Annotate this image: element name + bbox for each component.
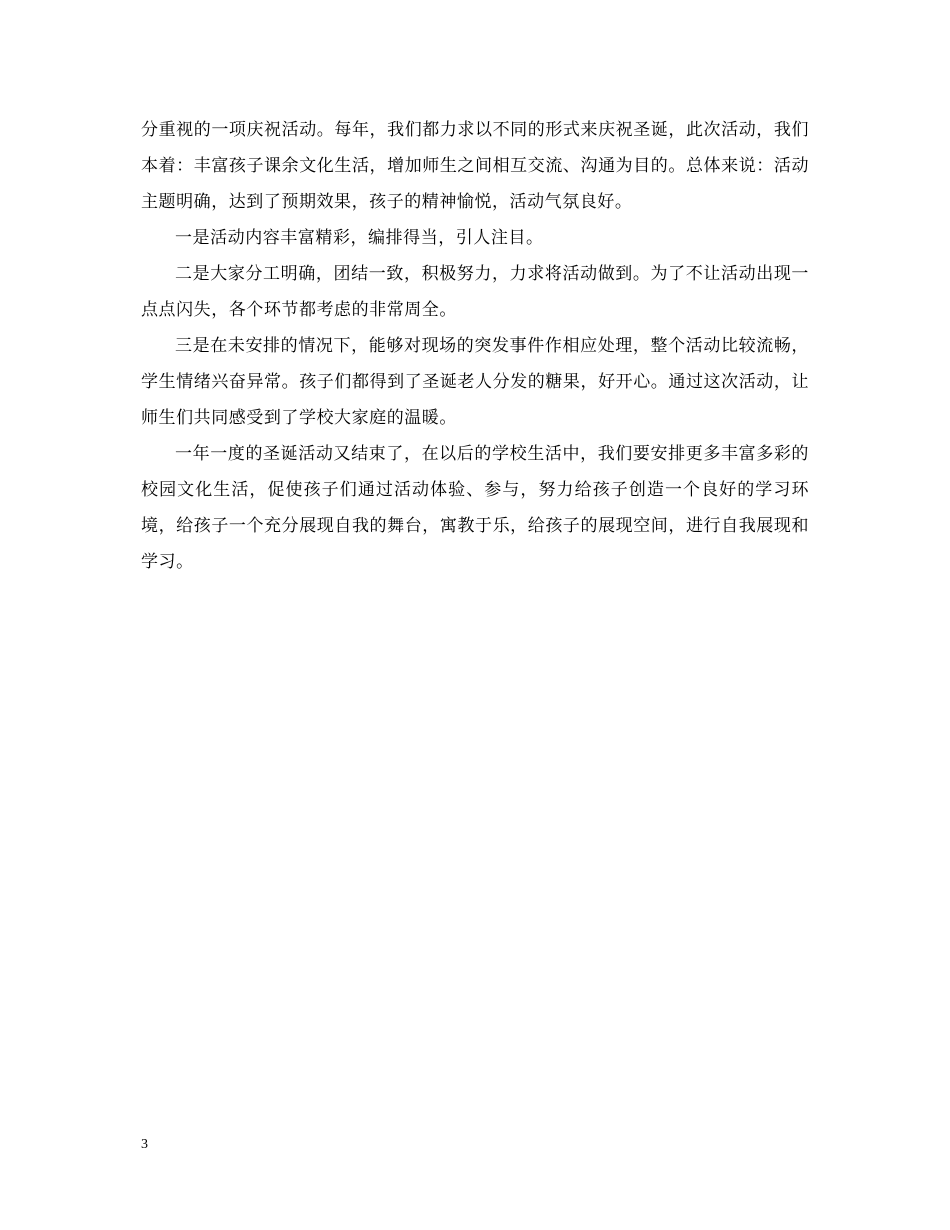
- page-number: 3: [141, 1137, 148, 1152]
- paragraph-point-two: 二是大家分工明确，团结一致，积极努力，力求将活动做到。为了不让活动出现一点点闪失，各个环节都考虑的非常周全。: [141, 264, 809, 320]
- paragraph-conclusion: 一年一度的圣诞活动又结束了，在以后的学校生活中，我们要安排更多丰富多彩的校园文化生活，促使孩子们通过活动体验、参与，努力给孩子创造一个良好的学习环境，给孩子一个充分展现自我的舞台，寓教于乐，给孩子的展现空间，进行自我展现和学习。: [141, 444, 809, 572]
- paragraph-point-three: 三是在未安排的情况下，能够对现场的突发事件作相应处理，整个活动比较流畅，学生情绪兴奋异常。孩子们都得到了圣诞老人分发的糖果，好开心。通过这次活动，让师生们共同感受到了学校大家庭的温暖。: [141, 336, 809, 428]
- paragraph-point-one: 一是活动内容丰富精彩，编排得当，引人注目。: [175, 228, 544, 248]
- paragraph-continuation: 分重视的一项庆祝活动。每年，我们都力求以不同的形式来庆祝圣诞，此次活动，我们本着：丰富孩子课余文化生活，增加师生之间相互交流、沟通为目的。总体来说：活动主题明确，达到了预期效果，孩子的精神愉悦，活动气氛良好。: [141, 120, 809, 212]
- body-text: [141, 112, 809, 580]
